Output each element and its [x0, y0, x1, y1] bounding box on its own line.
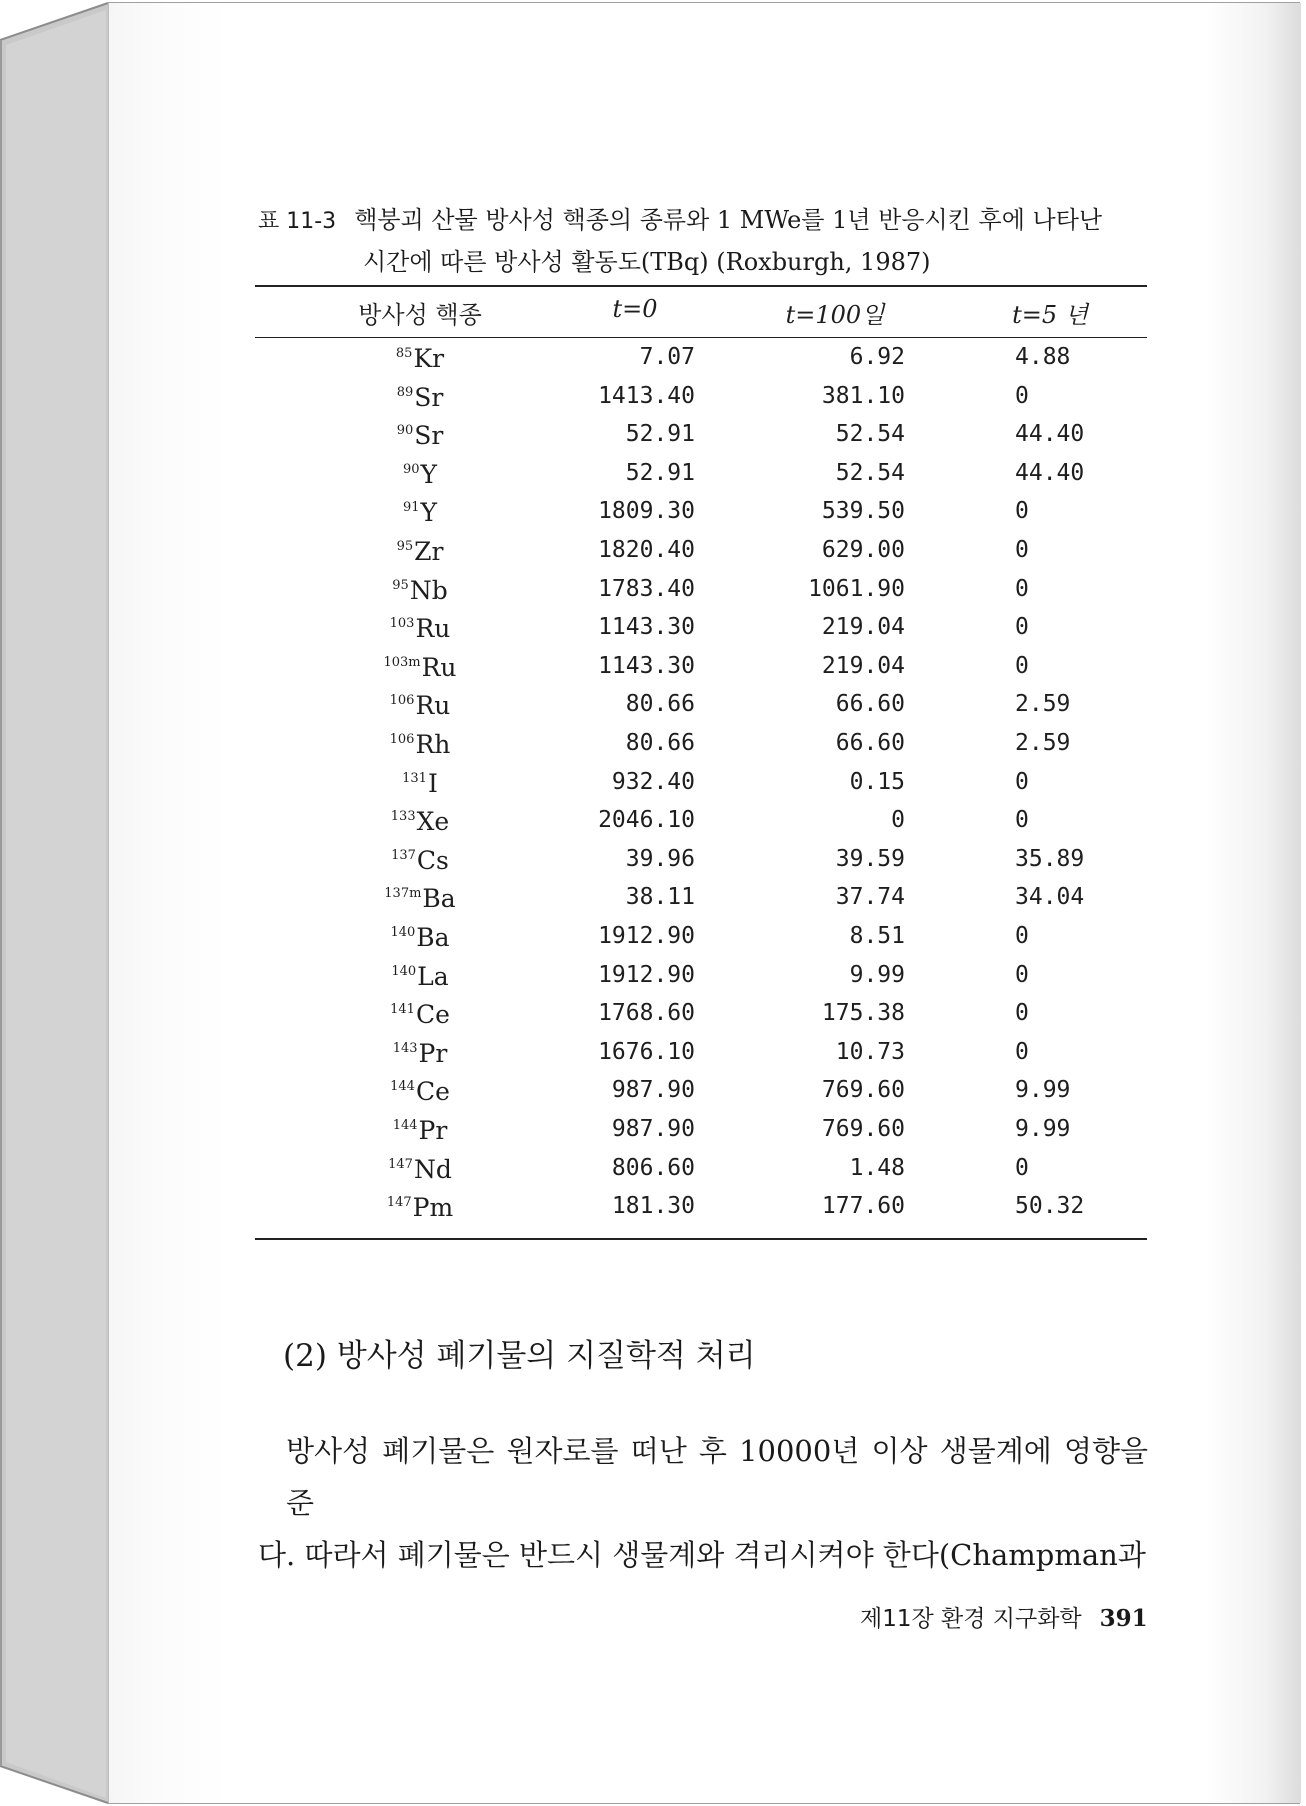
activity-t100-cell: 177.60	[821, 1193, 905, 1220]
nuclide-cell	[355, 769, 485, 798]
nuclide-cell	[355, 807, 485, 836]
mass-number: 147	[386, 1195, 412, 1211]
header-t5: t=5 년	[1012, 301, 1088, 329]
activity-t5-cell: 50.32	[1015, 1193, 1085, 1220]
activity-t5-cell: 0	[1015, 652, 1029, 679]
paragraph-line-1: 방사성 폐기물은 원자로를 떠난 후 10000년 이상 생물계에 영향을 준	[286, 1434, 1148, 1520]
activity-t100-cell: 6.92	[849, 344, 905, 370]
table-row	[255, 1000, 1147, 1038]
table-bottom-rule	[255, 1238, 1147, 1240]
activity-t0-cell: 1809.30	[598, 498, 695, 525]
table-row	[255, 344, 1147, 382]
element-symbol: Y	[420, 459, 438, 489]
activity-t0-cell: 1768.60	[598, 1000, 695, 1027]
mass-number: 131	[402, 770, 427, 786]
table-header-rule	[255, 337, 1147, 338]
mass-number: 90	[402, 461, 420, 477]
mass-number: 137	[391, 847, 416, 863]
mass-number: 103	[389, 616, 415, 632]
activity-t0-cell: 1783.40	[598, 575, 695, 602]
element-symbol: Ba	[422, 884, 456, 914]
nuclide-cell	[355, 383, 485, 412]
activity-t5-cell: 2.59	[1015, 730, 1071, 756]
nuclide-cell	[355, 884, 485, 913]
nuclide-cell	[355, 344, 485, 373]
activity-t5-cell: 9.99	[1015, 1116, 1071, 1142]
activity-t0-cell: 987.90	[611, 1077, 695, 1104]
activity-t100-cell: 219.04	[821, 652, 905, 679]
activity-t100-cell: 52.54	[835, 459, 905, 486]
activity-t0-cell: 1143.30	[598, 652, 695, 679]
nuclide-cell	[355, 537, 485, 566]
mass-number: 147	[388, 1156, 413, 1172]
header-t100: t=100일	[785, 301, 885, 329]
mass-number: 140	[391, 963, 417, 979]
nuclide-cell	[355, 1116, 485, 1145]
mass-number: 90	[396, 423, 414, 439]
element-symbol: Y	[420, 498, 438, 528]
nuclide-cell	[355, 653, 485, 682]
footer-chapter: 제11장 환경 지구화학	[860, 1606, 1082, 1632]
nuclide-cell	[355, 1155, 485, 1184]
nuclide-cell	[355, 923, 485, 952]
element-symbol: Ba	[416, 923, 450, 952]
activity-t5-cell: 4.88	[1015, 344, 1071, 370]
paragraph-line-2: 다. 따라서 폐기물은 반드시 생물계와 격리시켜야 한다(Champman과	[258, 1538, 1146, 1572]
activity-t0-cell: 806.60	[611, 1154, 695, 1181]
nuclide-cell	[355, 614, 485, 643]
activity-t5-cell: 0	[1015, 575, 1029, 602]
activity-t100-cell: 769.60	[821, 1077, 905, 1104]
activity-t100-cell: 769.60	[821, 1116, 905, 1142]
activity-t0-cell: 52.91	[625, 421, 695, 448]
mass-number: 144	[390, 1079, 415, 1095]
nuclide-cell	[355, 421, 485, 450]
table-row	[255, 884, 1147, 922]
nuclide-cell	[355, 846, 485, 875]
mass-number: 106	[389, 693, 415, 709]
activity-t0-cell: 932.40	[611, 768, 695, 795]
activity-t0-cell: 1676.10	[598, 1038, 695, 1065]
activity-t5-cell: 2.59	[1015, 691, 1071, 718]
activity-t5-cell: 35.89	[1015, 845, 1085, 872]
nuclide-cell	[355, 1000, 485, 1029]
nuclide-cell	[355, 1039, 485, 1068]
activity-t0-cell: 1912.90	[598, 923, 695, 949]
element-symbol: Nd	[413, 1154, 452, 1184]
activity-t5-cell: 0	[1015, 537, 1029, 563]
table-row	[255, 537, 1147, 575]
activity-t100-cell: 175.38	[821, 1000, 905, 1027]
activity-t5-cell: 44.40	[1015, 421, 1085, 448]
activity-t100-cell: 219.04	[821, 614, 905, 641]
activity-t5-cell: 0	[1015, 498, 1029, 525]
activity-t5-cell: 0	[1015, 923, 1029, 949]
activity-t0-cell: 987.90	[611, 1116, 695, 1142]
element-symbol: Pr	[418, 1038, 448, 1068]
mass-number: 95	[392, 577, 409, 593]
table-number: 표 11-3	[258, 209, 337, 234]
table-row	[255, 923, 1147, 961]
activity-t5-cell: 0	[1015, 768, 1029, 795]
table-row	[255, 691, 1147, 729]
activity-t100-cell: 1.48	[849, 1154, 905, 1181]
header-t0: t=0	[612, 295, 658, 323]
activity-t0-cell: 38.11	[625, 884, 695, 911]
element-symbol: Rh	[415, 730, 451, 759]
table-row	[255, 730, 1147, 768]
activity-t0-cell: 7.07	[639, 344, 695, 370]
table-row	[255, 1116, 1147, 1154]
activity-t0-cell: 1143.30	[598, 614, 695, 641]
body-paragraph	[258, 1425, 1148, 1581]
activity-t100-cell: 629.00	[821, 537, 905, 563]
caption-line-1: 핵붕괴 산물 방사성 핵종의 종류와 1 MWe를 1년 반응시킨 후에 나타난	[354, 206, 1103, 234]
table-row	[255, 498, 1147, 536]
mass-number: 85	[395, 346, 413, 361]
table-row	[255, 1155, 1147, 1193]
activity-t100-cell: 10.73	[835, 1038, 905, 1065]
activity-t100-cell: 52.54	[835, 421, 905, 448]
mass-number: 137m	[384, 886, 422, 902]
table-row	[255, 807, 1147, 845]
table-row	[255, 1077, 1147, 1115]
element-symbol: Kr	[413, 344, 445, 373]
element-symbol: Ce	[415, 1077, 450, 1107]
table-header-row	[255, 295, 1147, 333]
activity-t5-cell: 0	[1015, 1000, 1029, 1027]
nuclide-cell	[355, 962, 485, 991]
activity-t0-cell: 39.96	[625, 845, 695, 872]
element-symbol: La	[417, 961, 449, 991]
table-caption	[258, 200, 1158, 282]
element-symbol: Sr	[414, 421, 444, 451]
activity-t0-cell: 1413.40	[598, 382, 695, 409]
element-symbol: Sr	[414, 382, 444, 412]
activity-t5-cell: 9.99	[1015, 1077, 1071, 1104]
activity-t100-cell: 0.15	[849, 768, 905, 795]
activity-t100-cell: 1061.90	[808, 575, 905, 602]
mass-number: 133	[390, 809, 416, 825]
nuclide-cell	[355, 1077, 485, 1106]
activity-t100-cell: 381.10	[821, 382, 905, 409]
nuclide-cell	[355, 498, 485, 527]
activity-t5-cell: 0	[1015, 961, 1029, 988]
activity-t5-cell: 0	[1015, 1154, 1029, 1181]
activity-t100-cell: 39.59	[835, 845, 905, 872]
element-symbol: Xe	[416, 807, 450, 837]
table-row	[255, 1039, 1147, 1077]
nuclide-cell	[355, 730, 485, 759]
activity-t100-cell: 66.60	[835, 730, 905, 756]
mass-number: 103m	[383, 654, 421, 670]
mass-number: 89	[396, 384, 414, 400]
activity-t100-cell: 0	[891, 807, 905, 834]
nuclide-cell	[355, 460, 485, 489]
table-row	[255, 460, 1147, 498]
table-row	[255, 383, 1147, 421]
mass-number: 106	[389, 732, 415, 747]
activity-t0-cell: 1820.40	[598, 537, 695, 563]
element-symbol: Pr	[418, 1116, 448, 1145]
mass-number: 91	[402, 500, 420, 516]
element-symbol: Ce	[415, 1000, 450, 1030]
activity-t100-cell: 539.50	[821, 498, 905, 525]
element-symbol: Ru	[421, 652, 457, 682]
activity-t5-cell: 0	[1015, 382, 1029, 409]
table-row	[255, 614, 1147, 652]
nuclide-cell	[355, 576, 485, 605]
table-row	[255, 962, 1147, 1000]
activity-t100-cell: 37.74	[835, 884, 905, 911]
element-symbol: Zr	[414, 537, 444, 566]
activity-t0-cell: 1912.90	[598, 961, 695, 988]
element-symbol: Nb	[409, 575, 448, 605]
table-row	[255, 846, 1147, 884]
mass-number: 144	[392, 1118, 418, 1133]
element-symbol: I	[427, 768, 438, 798]
activity-t100-cell: 66.60	[835, 691, 905, 718]
nuclide-cell	[355, 1193, 485, 1222]
activity-t5-cell: 0	[1015, 614, 1029, 641]
activity-t0-cell: 52.91	[625, 459, 695, 486]
element-symbol: Ru	[415, 614, 451, 644]
activity-t5-cell: 44.40	[1015, 459, 1085, 486]
table-row	[255, 421, 1147, 459]
page-number: 391	[1099, 1605, 1148, 1632]
element-symbol: Ru	[415, 691, 451, 721]
table-row	[255, 576, 1147, 614]
activity-t100-cell: 9.99	[849, 961, 905, 988]
table-row	[255, 1193, 1147, 1231]
activity-t0-cell: 2046.10	[598, 807, 695, 834]
mass-number: 143	[392, 1040, 418, 1056]
header-nuclide: 방사성 핵종	[358, 301, 482, 329]
caption-line-2: 시간에 따른 방사성 활동도(TBq) (Roxburgh, 1987)	[363, 248, 931, 276]
activity-t100-cell: 8.51	[849, 923, 905, 949]
activity-t5-cell: 0	[1015, 807, 1029, 834]
table-row	[255, 653, 1147, 691]
element-symbol: Cs	[416, 845, 449, 875]
mass-number: 140	[390, 925, 416, 940]
page-footer	[860, 1600, 1148, 1633]
nuclide-cell	[355, 691, 485, 720]
activity-t0-cell: 80.66	[625, 730, 695, 756]
mass-number: 95	[396, 539, 414, 554]
section-title: (2) 방사성 폐기물의 지질학적 처리	[283, 1338, 756, 1374]
table-row	[255, 769, 1147, 807]
activity-t0-cell: 181.30	[611, 1193, 695, 1220]
activity-t5-cell: 34.04	[1015, 884, 1085, 911]
activity-t5-cell: 0	[1015, 1038, 1029, 1065]
activity-t0-cell: 80.66	[625, 691, 695, 718]
table-top-rule	[255, 285, 1147, 287]
element-symbol: Pm	[412, 1193, 454, 1223]
mass-number: 141	[390, 1002, 415, 1018]
